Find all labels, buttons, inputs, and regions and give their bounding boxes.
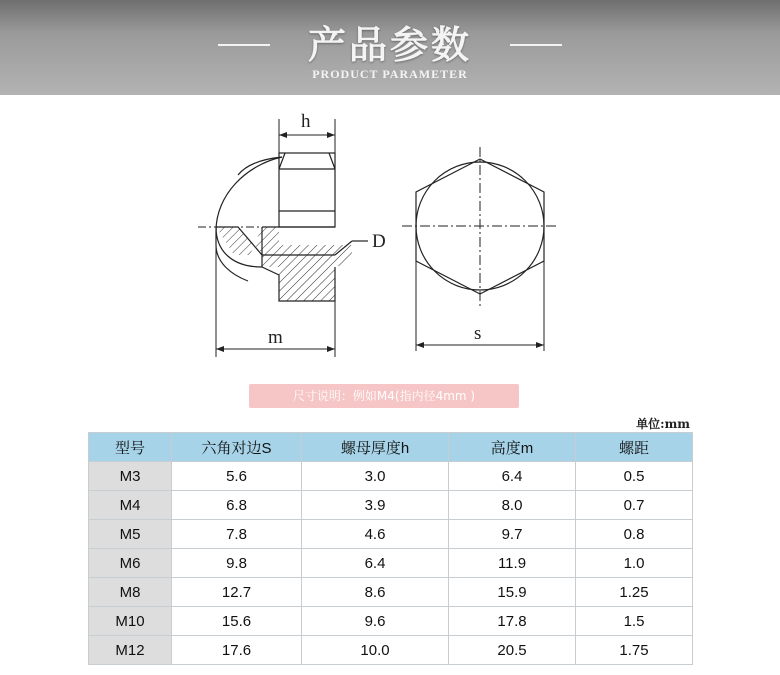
unit-label: 单位:mm xyxy=(636,417,690,431)
cell-pitch: 0.5 xyxy=(576,462,693,491)
cell-height: 20.5 xyxy=(449,636,576,665)
cell-height: 11.9 xyxy=(449,549,576,578)
cell-pitch: 1.75 xyxy=(576,636,693,665)
page-subtitle: PRODUCT PARAMETER xyxy=(312,67,468,81)
cell-hex-width: 9.8 xyxy=(172,549,302,578)
cell-model: M6 xyxy=(89,549,172,578)
cell-nut-thickness: 4.6 xyxy=(302,520,449,549)
table-row xyxy=(89,607,693,636)
header-nut-thickness: 螺母厚度h xyxy=(302,433,449,462)
dimension-label-s: s xyxy=(474,323,482,344)
cell-model: M3 xyxy=(89,462,172,491)
table-row xyxy=(89,462,693,491)
cell-hex-width: 17.6 xyxy=(172,636,302,665)
side-view xyxy=(198,119,368,357)
cell-height: 8.0 xyxy=(449,491,576,520)
cell-nut-thickness: 3.9 xyxy=(302,491,449,520)
table-row xyxy=(89,520,693,549)
header-height: 高度m xyxy=(449,433,576,462)
cell-nut-thickness: 10.0 xyxy=(302,636,449,665)
cell-pitch: 0.8 xyxy=(576,520,693,549)
title-rule-right xyxy=(510,44,562,46)
table-row xyxy=(89,578,693,607)
cap-nut-drawing xyxy=(0,95,780,380)
cell-pitch: 1.0 xyxy=(576,549,693,578)
table-row xyxy=(89,549,693,578)
table-row xyxy=(89,491,693,520)
cell-hex-width: 5.6 xyxy=(172,462,302,491)
dimension-label-m: m xyxy=(268,327,283,348)
cell-pitch: 1.5 xyxy=(576,607,693,636)
cell-model: M10 xyxy=(89,607,172,636)
technical-drawing xyxy=(0,95,780,380)
header-banner xyxy=(0,0,780,95)
cell-height: 15.9 xyxy=(449,578,576,607)
cell-height: 17.8 xyxy=(449,607,576,636)
hex-body xyxy=(279,153,335,227)
cell-height: 6.4 xyxy=(449,462,576,491)
cell-hex-width: 15.6 xyxy=(172,607,302,636)
header-hex-width: 六角对边S xyxy=(172,433,302,462)
cell-model: M5 xyxy=(89,520,172,549)
cell-hex-width: 7.8 xyxy=(172,520,302,549)
cell-pitch: 1.25 xyxy=(576,578,693,607)
cell-nut-thickness: 9.6 xyxy=(302,607,449,636)
cell-hex-width: 6.8 xyxy=(172,491,302,520)
dimension-label-h: h xyxy=(301,111,311,132)
page-title: 产品参数 xyxy=(307,22,472,67)
cell-model: M4 xyxy=(89,491,172,520)
cell-hex-width: 12.7 xyxy=(172,578,302,607)
header-model: 型号 xyxy=(89,433,172,462)
cell-model: M8 xyxy=(89,578,172,607)
top-view xyxy=(402,147,558,351)
cell-nut-thickness: 6.4 xyxy=(302,549,449,578)
cell-nut-thickness: 3.0 xyxy=(302,462,449,491)
size-note: 尺寸说明：例如M4(指内径4mm ) xyxy=(249,384,519,408)
header-pitch: 螺距 xyxy=(576,433,693,462)
cell-height: 9.7 xyxy=(449,520,576,549)
cell-nut-thickness: 8.6 xyxy=(302,578,449,607)
cell-model: M12 xyxy=(89,636,172,665)
cell-pitch: 0.7 xyxy=(576,491,693,520)
dimension-label-d: D xyxy=(372,231,386,252)
parameter-table xyxy=(88,432,693,665)
table-row xyxy=(89,636,693,665)
table-header-row xyxy=(89,433,693,462)
